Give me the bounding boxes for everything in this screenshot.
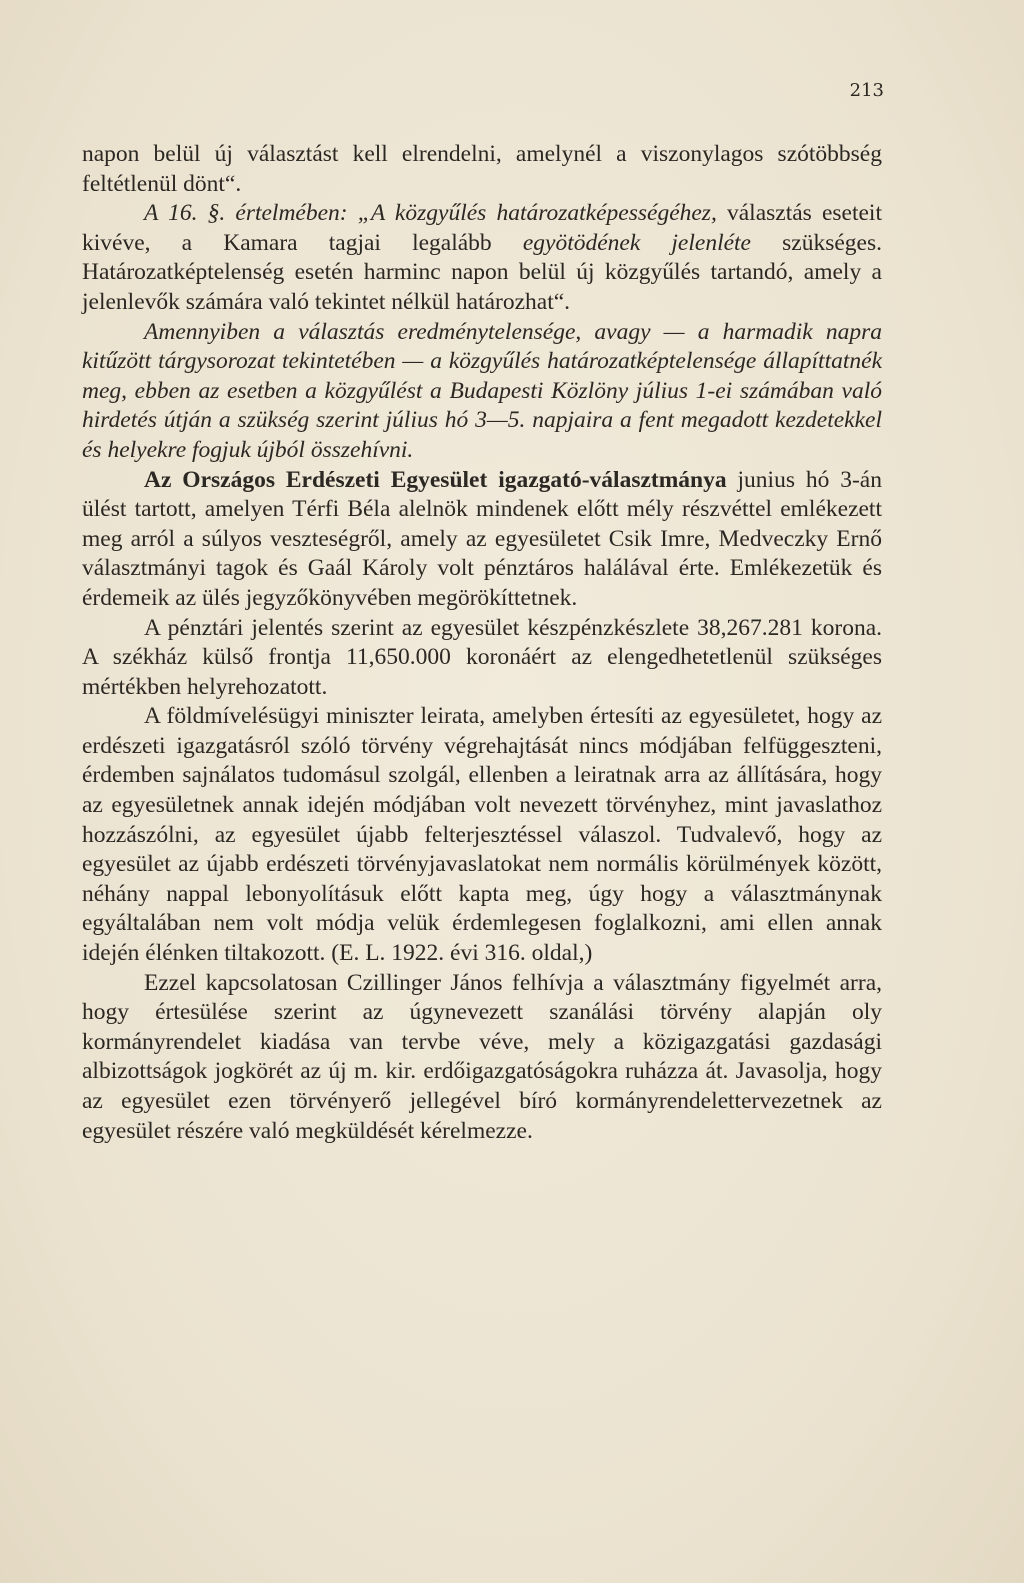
paragraph xyxy=(82,702,882,968)
text-segment: A földmívelésügyi miniszter leirata, amelyben értesíti az egyesületet, hogy az erdészeti igazgatásról szóló törvény végrehajtását nincs módjában felfüggeszteni, érdemben sajnálatos tudomásul szolgál, ellenben a leiratnak arra az állítására, hogy az egyesületnek annak idején módjában volt nevezett törvényhez, mint javaslathoz hozzászólni, az egyesület újabb felterjesztéssel válaszol. Tudvalevő, hogy az egyesület az újabb erdészeti törvényjavaslatokat nem normális körülmények között, néhány nappal lebonyolításuk előtt kapta meg, úgy hogy a választmánynak egyáltalában nem volt módja velük érdemlegesen foglalkozni, ami ellen annak idején élénken tiltakozott. (E. L. 1922. évi 316. oldal,) xyxy=(82,703,882,967)
body-text xyxy=(82,140,882,1146)
text-segment: egyötödének jelenléte xyxy=(522,229,751,256)
text-segment: Amennyiben a választás eredménytelensége, avagy — a harmadik napra kitűzött tárgysorozat tekintetében — a közgyűlés határozatképtelensége állapíttatnék meg, ebben az esetben a közgyűlést a Budapesti Közlöny július 1-ei számában való hirdetés útján a szükség szerint július hó 3—5. napjaira a fent megadott kezdetekkel és helyekre fogjuk újból összehívni. xyxy=(82,318,882,463)
text-segment: szükséges. Határozatképtelenség esetén harminc napon belül új közgyűlés tartandó, amely a jelenlevők számára való tekintet nélkül határozhat“. xyxy=(82,229,882,315)
text-segment: Az Országos Erdészeti Egyesület igazgató-választmánya xyxy=(144,466,727,493)
text-segment: választás eseteit kivéve, a Kamara tagjai legalább xyxy=(82,200,882,256)
paragraph xyxy=(82,140,882,199)
paragraph xyxy=(82,199,882,317)
text-segment: Ezzel kapcsolatosan Czillinger János felhívja a választmány figyelmét arra, hogy értesülése szerint az úgynevezett szanálási törvény alapján oly kormányrendelet kiadása van tervbe véve, mely a közigazgatási gazdasági albizottságok jogkörét az új m. kir. erdőigazgatóságokra ruházza át. Javasolja, hogy az egyesület ezen törvényerő jellegével bíró kormányrendelettervezetnek az egyesület részére való megküldését kérelmezze. xyxy=(82,969,882,1144)
text-segment: napon belül új választást kell elrendelni, amelynél a viszonylagos szótöbbség feltétlenül dönt“. xyxy=(82,141,882,197)
paragraph xyxy=(82,969,882,1147)
page-number: 213 xyxy=(849,80,884,101)
paragraph xyxy=(82,614,882,703)
text-segment: A 16. §. értelmében: „A közgyűlés határozatképességéhez, xyxy=(144,200,717,227)
text-segment: A pénztári jelentés szerint az egyesület készpénzkészlete 38,267.281 korona. A székház külső frontja 11,650.000 koronáért az elengedhetetlenül szükséges mértékben helyrehozatott. xyxy=(82,614,882,700)
paragraph xyxy=(82,466,882,614)
text-segment: junius hó 3-án ülést tartott, amelyen Térfi Béla alelnök mindenek előtt mély részvéttel emlékezett meg arról a súlyos veszteségről, amely az egyesületet Csik Imre, Medveczky Ernő választmányi tagok és Gaál Károly volt pénztáros halálával érte. Emlékezetük és érdemeik az ülés jegyzőkönyvében megörökíttetnek. xyxy=(82,466,882,611)
paragraph xyxy=(82,318,882,466)
